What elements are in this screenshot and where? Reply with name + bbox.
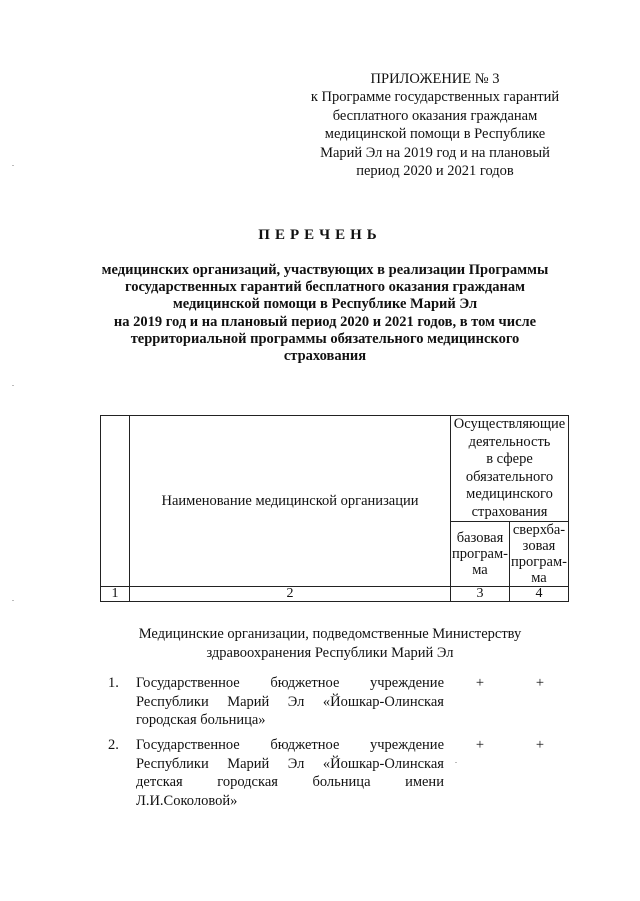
extra-program-mark: + (535, 675, 545, 691)
word: детская (136, 774, 183, 790)
section-line: здравоохранения Республики Марий Эл (206, 645, 454, 661)
column-number: 3 (451, 587, 510, 602)
column-number: 1 (101, 587, 130, 602)
scan-speck (455, 762, 457, 763)
header-cell-basic-program (451, 522, 510, 587)
scan-speck (12, 600, 14, 601)
subtitle-line: государственных гарантий бесплатного оказания гражданам (124, 279, 526, 296)
section-heading (120, 625, 540, 663)
header-text: програм- (452, 546, 508, 562)
appendix-line: бесплатного оказания гражданам (332, 107, 538, 124)
header-text: страхования (471, 503, 548, 520)
header-text: в сфере (486, 451, 533, 467)
word: больница (312, 774, 371, 790)
extra-program-mark: + (535, 737, 545, 753)
header-text: ма (472, 562, 488, 578)
subtitle-line: медицинских организаций, участвующих в реализации Программы (101, 262, 549, 278)
word: городская (217, 774, 278, 790)
entry-name (136, 736, 444, 810)
word: Республики (136, 755, 209, 772)
section-line: Медицинские организации, подведомственные Министерству (138, 626, 522, 642)
entry-number: 2. (108, 737, 119, 753)
header-text: обязательного (465, 468, 554, 485)
entry-name (136, 674, 444, 730)
header-text: сверхба- (512, 522, 566, 538)
subtitle-line: на 2019 год и на плановый период 2020 и 2021 годов, в том числе (113, 313, 537, 330)
entry-number: 1. (108, 675, 119, 691)
word: учреждение (369, 737, 444, 753)
word: Марий (227, 755, 270, 772)
header-cell-funder (451, 416, 569, 522)
scan-speck (12, 165, 14, 166)
basic-program-mark: + (475, 675, 485, 691)
header-text: Осуществляющие (453, 416, 566, 432)
word: «Йошкар-Олинская (322, 693, 444, 710)
document-subtitle (90, 262, 560, 365)
document-title: ПЕРЕЧЕНЬ (258, 227, 382, 243)
appendix-header (300, 70, 570, 180)
subtitle-line: территориальной программы обязательного медицинского (130, 330, 520, 347)
header-text: ма (531, 570, 547, 586)
header-text: деятельность (468, 433, 551, 450)
column-number: 2 (130, 587, 451, 602)
appendix-line: медицинской помощи в Республике (324, 126, 546, 143)
column-number-row (101, 587, 569, 602)
header-cell-extra-program (510, 522, 569, 587)
word: Марий (227, 693, 270, 710)
word: «Йошкар-Олинская (322, 755, 444, 772)
word: Л.И.Соколовой» (136, 792, 238, 809)
header-cell-name: Наименование медицинской организации (130, 416, 451, 587)
word: городская больница» (136, 712, 266, 728)
header-text: базовая (456, 530, 504, 546)
appendix-line: период 2020 и 2021 годов (356, 163, 514, 180)
appendix-line: к Программе государственных гарантий (310, 89, 560, 106)
scan-speck (12, 385, 14, 386)
word: Республики (136, 693, 209, 710)
word: Государственное (136, 675, 240, 691)
word: Эл (287, 755, 305, 772)
header-cell-number (101, 416, 130, 587)
column-number: 4 (510, 587, 569, 602)
header-text: програм- (511, 554, 567, 570)
appendix-line: Марий Эл на 2019 год и на плановый (320, 144, 550, 161)
word: бюджетное (270, 737, 340, 753)
header-text: медицинского (466, 486, 553, 502)
subtitle-line: страхования (283, 348, 367, 365)
header-text: зовая (522, 538, 556, 554)
word: Государственное (136, 737, 240, 753)
word: бюджетное (270, 675, 340, 691)
word: имени (405, 774, 444, 790)
organizations-table-header (100, 415, 569, 602)
word: Эл (287, 693, 305, 710)
basic-program-mark: + (475, 737, 485, 753)
word: учреждение (369, 675, 444, 691)
subtitle-line: медицинской помощи в Республике Марий Эл (172, 296, 478, 313)
appendix-line: ПРИЛОЖЕНИЕ № 3 (370, 71, 500, 87)
